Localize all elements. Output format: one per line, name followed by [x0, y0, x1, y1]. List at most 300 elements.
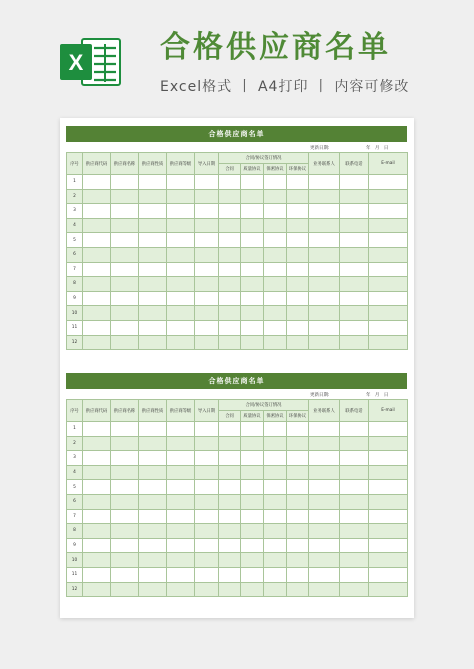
table-cell[interactable] — [369, 509, 408, 524]
column-header: 供应商名称 — [111, 153, 139, 175]
table-cell[interactable] — [83, 277, 111, 292]
table-cell[interactable] — [167, 480, 195, 495]
table-cell[interactable] — [195, 189, 219, 204]
table-cell[interactable] — [195, 175, 219, 190]
table-cell[interactable] — [139, 553, 167, 568]
table-cell[interactable] — [287, 204, 309, 219]
table-cell[interactable] — [167, 538, 195, 553]
table-cell[interactable] — [167, 204, 195, 219]
table-cell[interactable] — [167, 553, 195, 568]
table-cell[interactable] — [219, 494, 241, 509]
table-cell[interactable] — [340, 277, 369, 292]
table-cell[interactable] — [369, 553, 408, 568]
table-cell[interactable] — [309, 306, 340, 321]
table-cell[interactable] — [287, 218, 309, 233]
table-cell[interactable] — [340, 451, 369, 466]
update-date-value: 年 月 日 — [366, 393, 389, 398]
table-cell[interactable] — [241, 262, 264, 277]
table-cell[interactable] — [219, 175, 241, 190]
table-cell[interactable] — [309, 567, 340, 582]
table-cell[interactable] — [264, 247, 287, 262]
table-cell[interactable] — [111, 582, 139, 597]
row-number-cell: 1 — [67, 175, 83, 190]
table-cell[interactable] — [264, 494, 287, 509]
table-cell[interactable] — [340, 509, 369, 524]
table-cell[interactable] — [241, 538, 264, 553]
table-cell[interactable] — [369, 306, 408, 321]
table-cell[interactable] — [340, 189, 369, 204]
table-cell[interactable] — [369, 233, 408, 248]
table-cell[interactable] — [111, 277, 139, 292]
table-cell[interactable] — [139, 436, 167, 451]
table-cell[interactable] — [287, 553, 309, 568]
table-cell[interactable] — [264, 204, 287, 219]
table-cell[interactable] — [287, 451, 309, 466]
table-cell[interactable] — [167, 233, 195, 248]
table-cell[interactable] — [111, 465, 139, 480]
table-cell[interactable] — [139, 204, 167, 219]
table-cell[interactable] — [139, 233, 167, 248]
table-cell[interactable] — [340, 247, 369, 262]
table-cell[interactable] — [139, 480, 167, 495]
sub-column-header: 合同 — [219, 164, 241, 175]
table-cell[interactable] — [195, 262, 219, 277]
table-cell[interactable] — [219, 582, 241, 597]
table-cell[interactable] — [111, 335, 139, 350]
table-cell[interactable] — [195, 335, 219, 350]
table-cell[interactable] — [111, 306, 139, 321]
table-cell[interactable] — [264, 582, 287, 597]
table-cell[interactable] — [340, 175, 369, 190]
table-cell[interactable] — [139, 247, 167, 262]
table-cell[interactable] — [287, 335, 309, 350]
table-cell[interactable] — [83, 494, 111, 509]
table-cell[interactable] — [219, 451, 241, 466]
table-row — [67, 509, 408, 524]
table-cell[interactable] — [111, 262, 139, 277]
table-cell[interactable] — [167, 320, 195, 335]
table-cell[interactable] — [167, 567, 195, 582]
table-cell[interactable] — [340, 582, 369, 597]
table-cell[interactable] — [139, 524, 167, 539]
table-cell[interactable] — [340, 524, 369, 539]
table-cell[interactable] — [369, 480, 408, 495]
table-cell[interactable] — [83, 582, 111, 597]
table-cell[interactable] — [241, 582, 264, 597]
table-cell[interactable] — [309, 480, 340, 495]
table-cell[interactable] — [264, 189, 287, 204]
table-cell[interactable] — [139, 218, 167, 233]
table-cell[interactable] — [369, 218, 408, 233]
table-row — [67, 480, 408, 495]
table-cell[interactable] — [195, 480, 219, 495]
table-cell[interactable] — [167, 218, 195, 233]
table-cell[interactable] — [340, 218, 369, 233]
table-cell[interactable] — [219, 291, 241, 306]
table-cell[interactable] — [369, 277, 408, 292]
table-cell[interactable] — [241, 306, 264, 321]
table-cell[interactable] — [287, 247, 309, 262]
table-cell[interactable] — [83, 480, 111, 495]
table-cell[interactable] — [167, 262, 195, 277]
table-cell[interactable] — [241, 422, 264, 437]
table-cell[interactable] — [195, 247, 219, 262]
table-cell[interactable] — [287, 509, 309, 524]
table-cell[interactable] — [111, 480, 139, 495]
table-cell[interactable] — [369, 524, 408, 539]
table-cell[interactable] — [340, 567, 369, 582]
table-cell[interactable] — [369, 422, 408, 437]
table-cell[interactable] — [241, 320, 264, 335]
table-cell[interactable] — [111, 436, 139, 451]
table-cell[interactable] — [340, 553, 369, 568]
table-cell[interactable] — [219, 320, 241, 335]
table-cell[interactable] — [340, 480, 369, 495]
table-cell[interactable] — [369, 436, 408, 451]
table-cell[interactable] — [309, 494, 340, 509]
table-cell[interactable] — [195, 524, 219, 539]
table-cell[interactable] — [219, 436, 241, 451]
table-cell[interactable] — [287, 494, 309, 509]
table-cell[interactable] — [219, 480, 241, 495]
table-cell[interactable] — [83, 175, 111, 190]
table-cell[interactable] — [195, 204, 219, 219]
table-cell[interactable] — [369, 567, 408, 582]
table-cell[interactable] — [139, 538, 167, 553]
table-cell[interactable] — [369, 335, 408, 350]
table-cell[interactable] — [340, 291, 369, 306]
table-cell[interactable] — [83, 422, 111, 437]
table-cell[interactable] — [369, 175, 408, 190]
table-cell[interactable] — [167, 509, 195, 524]
table-cell[interactable] — [264, 567, 287, 582]
table-cell[interactable] — [287, 277, 309, 292]
table-cell[interactable] — [287, 480, 309, 495]
table-cell[interactable] — [309, 436, 340, 451]
table-cell[interactable] — [264, 335, 287, 350]
table-cell[interactable] — [369, 204, 408, 219]
table-cell[interactable] — [111, 175, 139, 190]
table-cell[interactable] — [167, 494, 195, 509]
table-cell[interactable] — [287, 436, 309, 451]
table-cell[interactable] — [264, 480, 287, 495]
table-cell[interactable] — [241, 335, 264, 350]
table-cell[interactable] — [167, 291, 195, 306]
table-cell[interactable] — [287, 291, 309, 306]
table-cell[interactable] — [264, 553, 287, 568]
table-cell[interactable] — [241, 524, 264, 539]
table-cell[interactable] — [340, 436, 369, 451]
table-cell[interactable] — [111, 509, 139, 524]
table-cell[interactable] — [195, 509, 219, 524]
table-cell[interactable] — [111, 218, 139, 233]
table-cell[interactable] — [309, 189, 340, 204]
table-cell[interactable] — [139, 494, 167, 509]
table-cell[interactable] — [369, 451, 408, 466]
table-cell[interactable] — [287, 538, 309, 553]
table-cell[interactable] — [219, 262, 241, 277]
column-header: 联系电话 — [340, 400, 369, 422]
table-cell[interactable] — [83, 291, 111, 306]
table-cell[interactable] — [83, 509, 111, 524]
table-cell[interactable] — [309, 553, 340, 568]
table-cell[interactable] — [241, 494, 264, 509]
table-cell[interactable] — [287, 465, 309, 480]
table-cell[interactable] — [219, 465, 241, 480]
table-cell[interactable] — [195, 277, 219, 292]
table-cell[interactable] — [369, 247, 408, 262]
table-cell[interactable] — [309, 509, 340, 524]
table-cell[interactable] — [287, 582, 309, 597]
table-cell[interactable] — [167, 451, 195, 466]
table-cell[interactable] — [241, 189, 264, 204]
table-cell[interactable] — [219, 538, 241, 553]
table-cell[interactable] — [241, 291, 264, 306]
table-cell[interactable] — [83, 306, 111, 321]
table-cell[interactable] — [219, 277, 241, 292]
sub-column-header: 环保协议 — [287, 164, 309, 175]
table-cell[interactable] — [264, 422, 287, 437]
table-cell[interactable] — [309, 582, 340, 597]
table-cell[interactable] — [83, 233, 111, 248]
table-cell[interactable] — [139, 277, 167, 292]
table-cell[interactable] — [340, 494, 369, 509]
table-cell[interactable] — [139, 465, 167, 480]
table-cell[interactable] — [369, 262, 408, 277]
table-cell[interactable] — [241, 247, 264, 262]
table-cell[interactable] — [83, 451, 111, 466]
table-cell[interactable] — [83, 465, 111, 480]
table-cell[interactable] — [264, 465, 287, 480]
table-cell[interactable] — [111, 204, 139, 219]
table-cell[interactable] — [167, 306, 195, 321]
table-cell[interactable] — [340, 538, 369, 553]
table-cell[interactable] — [139, 291, 167, 306]
table-cell[interactable] — [195, 538, 219, 553]
table-cell[interactable] — [309, 277, 340, 292]
table-cell[interactable] — [264, 291, 287, 306]
table-cell[interactable] — [287, 175, 309, 190]
table-cell[interactable] — [167, 524, 195, 539]
table-cell[interactable] — [219, 218, 241, 233]
table-cell[interactable] — [111, 291, 139, 306]
table-cell[interactable] — [111, 538, 139, 553]
table-cell[interactable] — [195, 320, 219, 335]
table-cell[interactable] — [309, 451, 340, 466]
table-cell[interactable] — [287, 320, 309, 335]
table-cell[interactable] — [195, 465, 219, 480]
table-cell[interactable] — [340, 233, 369, 248]
table-cell[interactable] — [287, 306, 309, 321]
table-cell[interactable] — [309, 204, 340, 219]
table-cell[interactable] — [83, 524, 111, 539]
table-cell[interactable] — [264, 233, 287, 248]
table-cell[interactable] — [264, 451, 287, 466]
table-cell[interactable] — [241, 277, 264, 292]
table-cell[interactable] — [195, 436, 219, 451]
table-cell[interactable] — [241, 509, 264, 524]
table-cell[interactable] — [139, 422, 167, 437]
table-cell[interactable] — [167, 247, 195, 262]
table-cell[interactable] — [83, 218, 111, 233]
table-cell[interactable] — [309, 538, 340, 553]
table-cell[interactable] — [241, 480, 264, 495]
table-cell[interactable] — [340, 422, 369, 437]
column-header: 供应商等级 — [167, 400, 195, 422]
table-cell[interactable] — [340, 320, 369, 335]
table-cell[interactable] — [219, 553, 241, 568]
table-cell[interactable] — [241, 553, 264, 568]
table-cell[interactable] — [369, 538, 408, 553]
table-cell[interactable] — [111, 422, 139, 437]
table-cell[interactable] — [369, 189, 408, 204]
table-cell[interactable] — [264, 320, 287, 335]
table-cell[interactable] — [340, 204, 369, 219]
table-cell[interactable] — [264, 218, 287, 233]
table-cell[interactable] — [167, 335, 195, 350]
table-cell[interactable] — [139, 509, 167, 524]
table-cell[interactable] — [219, 247, 241, 262]
table-cell[interactable] — [241, 233, 264, 248]
table-cell[interactable] — [195, 494, 219, 509]
table-cell[interactable] — [241, 451, 264, 466]
table-cell[interactable] — [309, 247, 340, 262]
table-cell[interactable] — [264, 306, 287, 321]
table-cell[interactable] — [264, 509, 287, 524]
table-cell[interactable] — [195, 553, 219, 568]
sheet-title: 合格供应商名单 — [66, 126, 407, 142]
table-cell[interactable] — [83, 247, 111, 262]
table-cell[interactable] — [167, 175, 195, 190]
table-cell[interactable] — [309, 262, 340, 277]
table-cell[interactable] — [309, 320, 340, 335]
table-cell[interactable] — [287, 233, 309, 248]
table-cell[interactable] — [309, 233, 340, 248]
update-date-value: 年 月 日 — [366, 146, 389, 151]
table-cell[interactable] — [219, 189, 241, 204]
table-cell[interactable] — [83, 538, 111, 553]
table-cell[interactable] — [167, 422, 195, 437]
table-cell[interactable] — [340, 306, 369, 321]
table-cell[interactable] — [241, 175, 264, 190]
table-cell[interactable] — [167, 582, 195, 597]
table-cell[interactable] — [287, 567, 309, 582]
table-cell[interactable] — [111, 233, 139, 248]
table-cell[interactable] — [219, 509, 241, 524]
update-date-row — [66, 142, 407, 152]
table-cell[interactable] — [241, 465, 264, 480]
table-cell[interactable] — [309, 524, 340, 539]
table-cell[interactable] — [167, 277, 195, 292]
table-cell[interactable] — [287, 262, 309, 277]
table-cell[interactable] — [111, 247, 139, 262]
table-cell[interactable] — [309, 335, 340, 350]
table-cell[interactable] — [219, 233, 241, 248]
table-cell[interactable] — [139, 567, 167, 582]
table-cell[interactable] — [139, 175, 167, 190]
table-cell[interactable] — [340, 465, 369, 480]
table-cell[interactable] — [111, 189, 139, 204]
table-cell[interactable] — [139, 189, 167, 204]
table-cell[interactable] — [369, 494, 408, 509]
table-cell[interactable] — [369, 582, 408, 597]
table-cell[interactable] — [241, 567, 264, 582]
table-cell[interactable] — [219, 422, 241, 437]
table-cell[interactable] — [111, 567, 139, 582]
table-cell[interactable] — [264, 262, 287, 277]
table-cell[interactable] — [111, 320, 139, 335]
table-cell[interactable] — [139, 335, 167, 350]
table-cell[interactable] — [219, 204, 241, 219]
table-cell[interactable] — [264, 538, 287, 553]
table-cell[interactable] — [167, 436, 195, 451]
table-cell[interactable] — [241, 218, 264, 233]
table-cell[interactable] — [287, 189, 309, 204]
table-cell[interactable] — [219, 567, 241, 582]
table-cell[interactable] — [83, 436, 111, 451]
table-cell[interactable] — [309, 175, 340, 190]
table-cell[interactable] — [369, 320, 408, 335]
table-cell[interactable] — [340, 335, 369, 350]
table-cell[interactable] — [264, 436, 287, 451]
table-cell[interactable] — [83, 189, 111, 204]
table-cell[interactable] — [83, 320, 111, 335]
table-cell[interactable] — [195, 233, 219, 248]
table-cell[interactable] — [241, 436, 264, 451]
table-cell[interactable] — [111, 451, 139, 466]
table-cell[interactable] — [83, 335, 111, 350]
table-cell[interactable] — [264, 175, 287, 190]
table-cell[interactable] — [139, 262, 167, 277]
table-cell[interactable] — [369, 291, 408, 306]
table-cell[interactable] — [219, 524, 241, 539]
table-cell[interactable] — [83, 204, 111, 219]
table-cell[interactable] — [195, 218, 219, 233]
table-cell[interactable] — [139, 320, 167, 335]
table-cell[interactable] — [195, 291, 219, 306]
table-cell[interactable] — [264, 277, 287, 292]
table-cell[interactable] — [195, 582, 219, 597]
table-cell[interactable] — [195, 451, 219, 466]
table-cell[interactable] — [167, 189, 195, 204]
table-cell[interactable] — [195, 306, 219, 321]
table-cell[interactable] — [111, 494, 139, 509]
table-cell[interactable] — [167, 465, 195, 480]
table-cell[interactable] — [287, 422, 309, 437]
table-cell[interactable] — [111, 553, 139, 568]
table-cell[interactable] — [139, 582, 167, 597]
table-cell[interactable] — [287, 524, 309, 539]
table-cell[interactable] — [309, 218, 340, 233]
table-cell[interactable] — [195, 422, 219, 437]
table-cell[interactable] — [309, 422, 340, 437]
table-cell[interactable] — [139, 451, 167, 466]
table-cell[interactable] — [111, 524, 139, 539]
table-cell[interactable] — [83, 262, 111, 277]
table-cell[interactable] — [309, 291, 340, 306]
table-cell[interactable] — [369, 465, 408, 480]
table-cell[interactable] — [83, 553, 111, 568]
table-cell[interactable] — [139, 306, 167, 321]
table-cell[interactable] — [219, 306, 241, 321]
table-cell[interactable] — [195, 567, 219, 582]
table-cell[interactable] — [83, 567, 111, 582]
table-cell[interactable] — [264, 524, 287, 539]
table-cell[interactable] — [340, 262, 369, 277]
table-cell[interactable] — [219, 335, 241, 350]
table-cell[interactable] — [309, 465, 340, 480]
table-cell[interactable] — [241, 204, 264, 219]
